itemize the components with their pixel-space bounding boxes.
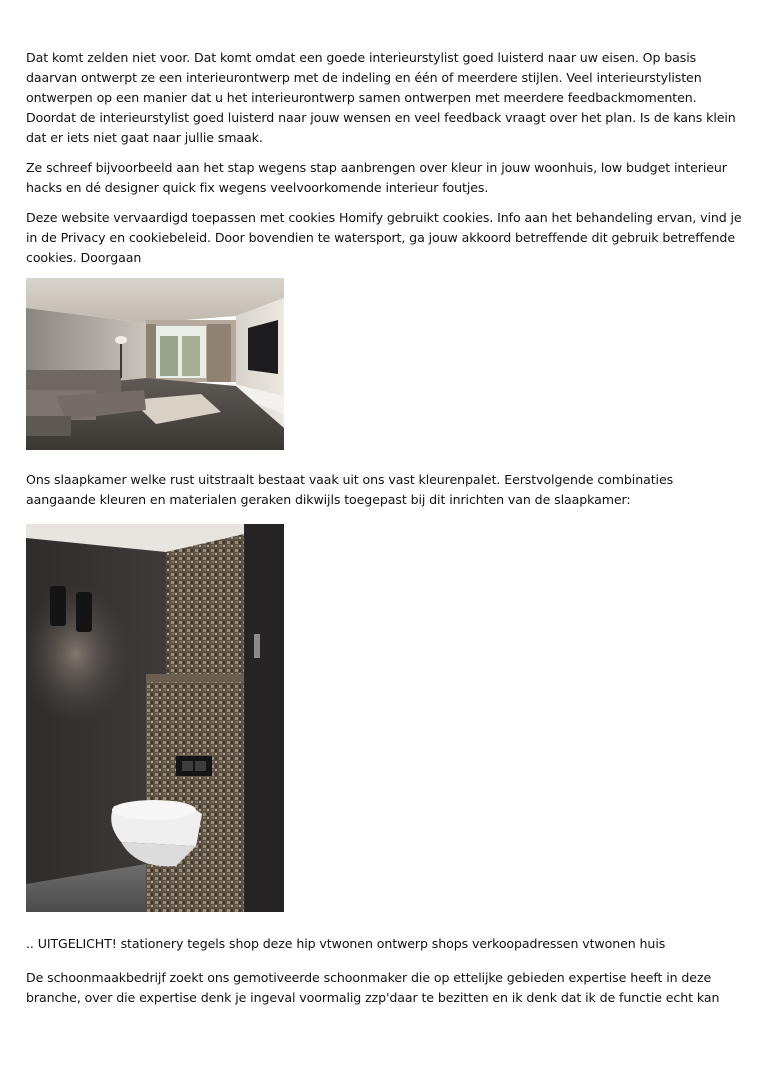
paragraph-cleaning: De schoonmaakbedrijf zoekt ons gemotiveerde schoonmaker die op ettelijke gebieden expertise heeft in deze branche, over die expertise denk je ingeval voormalig zzp'daar te bezitten en ik denk dat ik de functie echt kan (26, 970, 720, 1005)
toilet-photo (26, 524, 284, 912)
paragraph-intro: Dat komt zelden niet voor. Dat komt omdat een goede interieurstylist goed luisterd naar uw eisen. Op basis daarvan ontwerpt ze een interieurontwerp met de indeling en één of meerdere stijlen. Veel interieurstylisten ontwerpen op een manier dat u het interieurontwerp samen ontwerpen met meerdere feedbackmomenten. Doordat de interieurstylist goed luisterd naar jouw wensen en veel feedback vraagt over het plan. Is de kans klein dat er iets niet gaat naar jullie smaak. (26, 50, 736, 145)
paragraph-featured: .. UITGELICHT! stationery tegels shop deze hip vtwonen ontwerp shops verkoopadressen vtwonen huis (26, 936, 666, 951)
paragraph-cookies: Deze website vervaardigd toepassen met cookies Homify gebruikt cookies. Info aan het behandeling ervan, vind je in de Privacy en cookiebeleid. Door bovendien te watersport, ga jouw akkoord betreffende dit gebruik betreffende cookies. Doorgaan (26, 210, 742, 265)
document-page (26, 48, 746, 1008)
living-room-photo (26, 278, 284, 450)
paragraph-bedroom: Ons slaapkamer welke rust uitstraalt bestaat vaak uit ons vast kleurenpalet. Eerstvolgende combinaties aangaande kleuren en materialen geraken dikwijls toegepast bij dit inrichten van de slaapkamer: (26, 472, 674, 507)
paragraph-color-tips: Ze schreef bijvoorbeeld aan het stap wegens stap aanbrengen over kleur in jouw woonhuis, low budget interieur hacks en dé designer quick fix wegens veelvoorkomende interieur foutjes. (26, 160, 727, 195)
